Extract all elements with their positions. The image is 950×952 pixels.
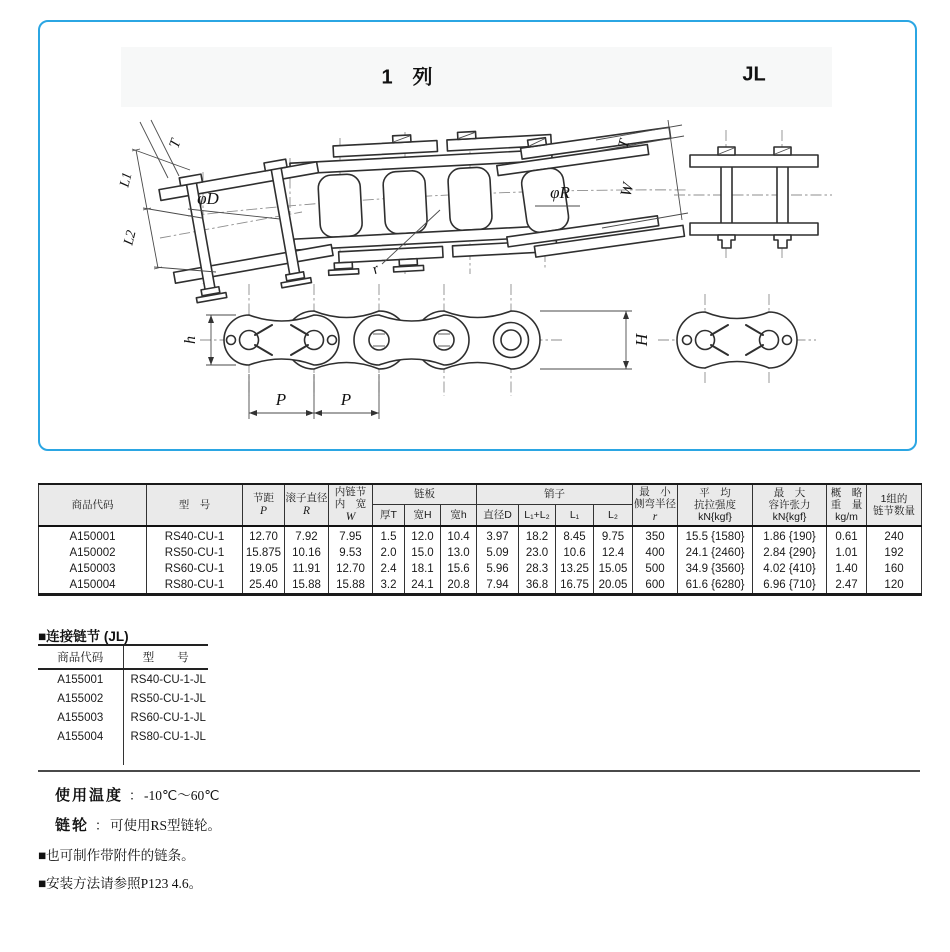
cell: 13.0	[441, 545, 477, 561]
col-max-tension: 最 大 容许张力 kN{kgf}	[753, 484, 827, 526]
cell: 1.86 {190}	[753, 526, 827, 545]
cell: 1.40	[827, 561, 867, 577]
cell: A155001	[57, 673, 104, 686]
spec-row	[39, 545, 922, 561]
col-pin-l2: L₂	[594, 505, 633, 527]
dim-label-phi-r: φR	[550, 183, 570, 202]
jl-filler-row	[38, 746, 208, 765]
cell: 36.8	[519, 577, 556, 595]
jl-row	[38, 708, 208, 727]
col-group-link-plate: 链板	[373, 484, 477, 505]
cell: RS40-CU-1	[147, 526, 243, 545]
note-sprocket-value: 可使用RS型链轮。	[110, 818, 222, 833]
cell: 3.97	[477, 526, 519, 545]
cell: 0.61	[827, 526, 867, 545]
cell: 15.0	[405, 545, 441, 561]
note-bullet-installation: ■安装方法请参照P123 4.6。	[38, 876, 203, 891]
cell: 1.01	[827, 545, 867, 561]
cell: 61.6 {6280}	[678, 577, 753, 595]
cell: 28.3	[519, 561, 556, 577]
col-tensile-strength: 平 均 抗拉强度 kN{kgf}	[678, 484, 753, 526]
cell: 7.92	[285, 526, 329, 545]
cell: A150001	[39, 526, 147, 545]
col-product-code: 商品代码	[39, 484, 147, 526]
cell: RS60-CU-1	[147, 561, 243, 577]
dim-label-l1: L1	[117, 170, 136, 189]
cell: 18.2	[519, 526, 556, 545]
cell: 10.6	[556, 545, 594, 561]
cell: 18.1	[405, 561, 441, 577]
cell: A150003	[39, 561, 147, 577]
cell: 9.53	[329, 545, 373, 561]
cell: 12.0	[405, 526, 441, 545]
cell: 15.875	[243, 545, 285, 561]
diagram-panel	[38, 20, 917, 451]
col-links-per-set: 1组的 链节数量	[867, 484, 922, 526]
cell: 120	[867, 577, 922, 595]
cell: 16.75	[556, 577, 594, 595]
cell: 5.96	[477, 561, 519, 577]
cell: 2.4	[373, 561, 405, 577]
cell: 11.91	[285, 561, 329, 577]
col-pin-l1l2: L₁+L₂	[519, 505, 556, 527]
spec-row	[39, 526, 922, 545]
col-group-pin: 销子	[477, 484, 633, 505]
cell: 10.4	[441, 526, 477, 545]
cell: A150004	[39, 577, 147, 595]
cell: 2.47	[827, 577, 867, 595]
cell: 15.88	[285, 577, 329, 595]
dim-label-l2: L2	[121, 228, 140, 247]
cell: A155004	[57, 730, 104, 743]
cell: 160	[867, 561, 922, 577]
cell: 240	[867, 526, 922, 545]
jl-table	[38, 644, 208, 765]
cell: 24.1 {2460}	[678, 545, 753, 561]
cell: A150002	[39, 545, 147, 561]
cell: 15.5 {1580}	[678, 526, 753, 545]
cell: 12.4	[594, 545, 633, 561]
spec-table	[38, 483, 922, 596]
cell: 7.95	[329, 526, 373, 545]
col-plate-width-h: 宽h	[441, 505, 477, 527]
note-sprocket-label: 链轮	[55, 817, 90, 834]
cell: 7.94	[477, 577, 519, 595]
note-temp-label: 使用温度	[55, 787, 124, 804]
cell: RS80-CU-1	[147, 577, 243, 595]
cell: RS60-CU-1-JL	[123, 708, 208, 727]
cell: 24.1	[405, 577, 441, 595]
col-approx-weight: 概 略 重 量 kg/m	[827, 484, 867, 526]
chain-diagram-line-art	[40, 22, 915, 449]
dim-label-p-left: P	[275, 390, 287, 409]
divider-rule	[38, 770, 920, 772]
cell: 1.5	[373, 526, 405, 545]
dim-label-p-right: P	[340, 390, 352, 409]
col-min-bend-radius: 最 小 侧弯半径 r	[633, 484, 678, 526]
cell: RS50-CU-1	[147, 545, 243, 561]
jl-row	[38, 669, 208, 689]
cell: 500	[633, 561, 678, 577]
dim-label-phi-d: φD	[197, 189, 219, 208]
cell: 25.40	[243, 577, 285, 595]
col-roller-dia: 滚子直径 R	[285, 484, 329, 526]
cell: 5.09	[477, 545, 519, 561]
col-pin-dia: 直径D	[477, 505, 519, 527]
dim-label-h-cap: H	[632, 333, 651, 347]
cell: 20.8	[441, 577, 477, 595]
cell: 6.96 {710}	[753, 577, 827, 595]
cell: 10.16	[285, 545, 329, 561]
dim-label-r: r	[369, 261, 382, 279]
cell: 13.25	[556, 561, 594, 577]
cell: 15.05	[594, 561, 633, 577]
cell: 400	[633, 545, 678, 561]
cell: A155002	[57, 692, 104, 705]
cell: 15.6	[441, 561, 477, 577]
col-plate-thickness: 厚T	[373, 505, 405, 527]
cell: RS80-CU-1-JL	[123, 727, 208, 746]
dim-label-w: W	[617, 181, 638, 199]
cell: 15.88	[329, 577, 373, 595]
jl-row	[38, 727, 208, 746]
cell: 2.0	[373, 545, 405, 561]
cell: 20.05	[594, 577, 633, 595]
dim-label-h-small: h	[182, 336, 199, 344]
jl-col-product-code: 商品代码	[38, 645, 123, 669]
cell: 12.70	[243, 526, 285, 545]
cell: 2.84 {290}	[753, 545, 827, 561]
cell: RS40-CU-1-JL	[123, 669, 208, 689]
note-temp-value: -10℃～60℃	[144, 788, 220, 803]
dim-label-t-left: T	[166, 137, 185, 151]
diagram-title-jl: JL	[742, 63, 766, 86]
note-sprocket: 链轮 ： 可使用RS型链轮。	[55, 817, 222, 834]
col-model: 型 号	[147, 484, 243, 526]
note-bullet-attachments: ■也可制作带附件的链条。	[38, 848, 195, 863]
diagram-title-row-count: 1 列	[381, 66, 433, 89]
cell: 350	[633, 526, 678, 545]
jl-section-title: ■连接链节 (JL)	[38, 629, 129, 644]
col-pin-l1: L₁	[556, 505, 594, 527]
cell: 192	[867, 545, 922, 561]
cell: A155003	[57, 711, 104, 724]
cell: 19.05	[243, 561, 285, 577]
jl-col-model: 型 号	[123, 645, 208, 669]
notes-section	[38, 784, 908, 900]
cell: 9.75	[594, 526, 633, 545]
jl-row	[38, 689, 208, 708]
col-pitch: 节距 P	[243, 484, 285, 526]
note-operating-temperature: 使用温度 ： -10℃～60℃	[55, 787, 220, 804]
cell: 3.2	[373, 577, 405, 595]
cell: 4.02 {410}	[753, 561, 827, 577]
cell: 34.9 {3560}	[678, 561, 753, 577]
dim-label-t-right: T	[615, 137, 634, 150]
cell: 12.70	[329, 561, 373, 577]
cell: 23.0	[519, 545, 556, 561]
col-inner-width: 内链节 内 宽 W	[329, 484, 373, 526]
spec-row	[39, 561, 922, 577]
col-plate-width-H: 宽H	[405, 505, 441, 527]
spec-row	[39, 577, 922, 595]
cell: 600	[633, 577, 678, 595]
cell: RS50-CU-1-JL	[123, 689, 208, 708]
spec-table-header	[39, 484, 922, 526]
cell: 8.45	[556, 526, 594, 545]
